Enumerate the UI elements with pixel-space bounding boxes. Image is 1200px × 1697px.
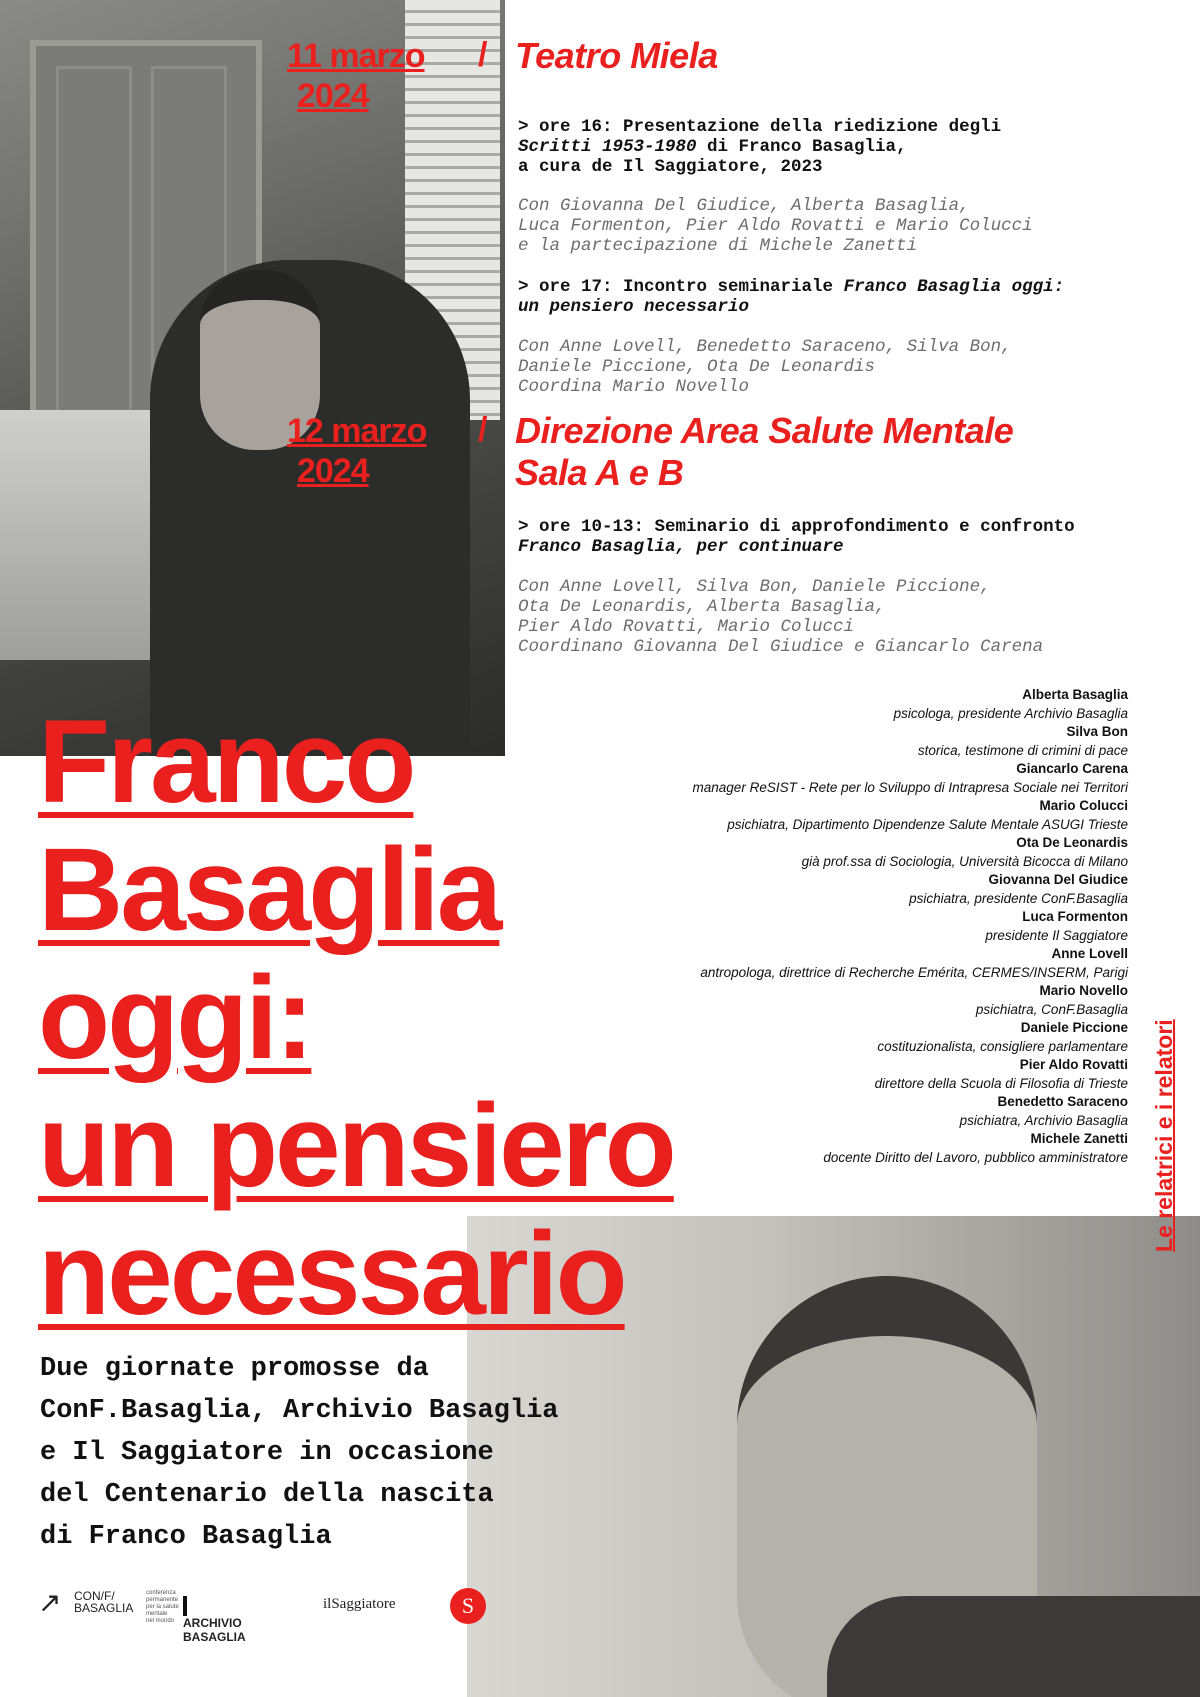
logo-conf-small: conferenza <box>146 1590 176 1596</box>
day1-session1-line1: > ore 16: Presentazione della riedizione degli <box>518 117 1002 137</box>
speaker-name: Michele Zanetti <box>1030 1131 1128 1146</box>
guests-line: e la partecipazione di Michele Zanetti <box>518 236 918 256</box>
logo-conf-small: permanente <box>146 1597 179 1603</box>
speaker-name: Luca Formenton <box>1022 909 1128 924</box>
guests-line: Coordinano Giovanna Del Giudice e Giancarlo Carena <box>518 637 1044 657</box>
guests-line: Pier Aldo Rovatti, Mario Colucci <box>518 617 855 637</box>
day2-venue <box>515 410 1013 494</box>
day2-date <box>287 411 426 491</box>
subtitle-line: ConF.Basaglia, Archivio Basaglia <box>40 1396 559 1426</box>
speaker-role: psichiatra, Dipartimento Dipendenze Salute Mentale ASUGI Trieste <box>727 816 1128 832</box>
subtitle-line: e Il Saggiatore in occasione <box>40 1438 494 1468</box>
speaker-role: storica, testimone di crimini di pace <box>917 742 1128 758</box>
speaker-name: Anne Lovell <box>1051 946 1128 961</box>
day1-session1-book: Scritti 1953-1980 <box>518 137 697 157</box>
speaker-name: Alberta Basaglia <box>1022 687 1128 702</box>
title-line: necessario <box>38 1208 625 1340</box>
subtitle-line: Due giornate promosse da <box>40 1354 429 1384</box>
speaker-name: Benedetto Saraceno <box>997 1094 1128 1109</box>
day1-date <box>287 36 425 116</box>
speaker-role: psicologa, presidente Archivio Basaglia <box>893 705 1128 721</box>
title-line: un pensiero <box>38 1080 674 1212</box>
speaker-name: Silva Bon <box>1066 724 1128 739</box>
day1-session2-title2: un pensiero necessario <box>518 297 750 317</box>
logo-conf-text: BASAGLIA <box>74 1601 134 1615</box>
title-line: Franco <box>38 696 414 828</box>
logo-conf-text: CON/F/ <box>74 1589 115 1603</box>
guests-line: Con Giovanna Del Giudice, Alberta Basaglia, <box>518 196 970 216</box>
speakers-list <box>693 686 1128 1167</box>
day2-session1-line1: > ore 10-13: Seminario di approfondimento e confronto <box>518 517 1075 537</box>
speaker-name: Mario Novello <box>1039 983 1128 998</box>
poster-title <box>38 698 674 1338</box>
day2-session1 <box>518 517 1075 557</box>
logo-conf-small: nel mondo <box>146 1618 175 1624</box>
day1-session2 <box>518 277 1064 317</box>
logo-conf-small: mentale <box>146 1611 168 1617</box>
guests-line: Con Anne Lovell, Silva Bon, Daniele Piccione, <box>518 577 991 597</box>
speakers-heading: Le relatrici e i relatori <box>1151 1019 1177 1252</box>
logo-archivio-basaglia <box>183 1596 246 1644</box>
day1-date-line1: 11 marzo <box>287 37 425 75</box>
speaker-name: Giovanna Del Giudice <box>988 872 1128 887</box>
logo-archivio-bar <box>183 1596 187 1616</box>
logo-saggiatore-mark: S <box>450 1588 486 1624</box>
arrow-icon: ↗ <box>38 1587 62 1618</box>
guests-line: Daniele Piccione, Ota De Leonardis <box>518 357 876 377</box>
day1-slash: / <box>478 36 488 74</box>
title-line: Basaglia <box>38 824 500 956</box>
day1-session1-line2: di Franco Basaglia, <box>696 137 907 157</box>
day2-date-line2: 2024 <box>297 452 369 490</box>
day1-date-line2: 2024 <box>297 77 369 115</box>
day2-venue-line2: Sala A e B <box>515 452 684 493</box>
speaker-name: Daniele Piccione <box>1020 1020 1128 1035</box>
guests-line: Ota De Leonardis, Alberta Basaglia, <box>518 597 886 617</box>
subtitle-line: di Franco Basaglia <box>40 1522 332 1552</box>
day1-session2-guests <box>518 337 1012 397</box>
speaker-name: Giancarlo Carena <box>1016 761 1128 776</box>
photo-portrait-coat <box>827 1596 1200 1697</box>
guests-line: Con Anne Lovell, Benedetto Saraceno, Silva Bon, <box>518 337 1012 357</box>
guests-line: Coordina Mario Novello <box>518 377 750 397</box>
speaker-role: antropologa, direttrice di Recherche Emérita, CERMES/INSERM, Parigi <box>700 964 1128 980</box>
logo-il-saggiatore: ilSaggiatore <box>323 1596 396 1612</box>
day2-session1-title: Franco Basaglia, per continuare <box>518 537 844 557</box>
speaker-role: psichiatra, ConF.Basaglia <box>975 1001 1128 1017</box>
speaker-name: Mario Colucci <box>1039 798 1128 813</box>
day1-session1-guests <box>518 196 1033 256</box>
day1-session1-line3: a cura de Il Saggiatore, 2023 <box>518 157 823 177</box>
guests-line: Luca Formenton, Pier Aldo Rovatti e Mario Colucci <box>518 216 1033 236</box>
day1-venue: Teatro Miela <box>515 35 718 76</box>
speaker-role: psichiatra, presidente ConF.Basaglia <box>909 890 1128 906</box>
photo-basaglia-telephone <box>0 0 505 756</box>
title-line: oggi: <box>38 952 312 1084</box>
day2-venue-line1: Direzione Area Salute Mentale <box>515 410 1014 451</box>
day1-session2-line1: > ore 17: Incontro seminariale <box>518 277 844 297</box>
logo-archivio-text: ARCHIVIO BASAGLIA <box>183 1616 246 1644</box>
speaker-role: direttore della Scuola di Filosofia di Trieste <box>874 1075 1128 1091</box>
day1-session1 <box>518 117 1001 177</box>
subtitle-line: del Centenario della nascita <box>40 1480 494 1510</box>
speaker-role: già prof.ssa di Sociologia, Università Bicocca di Milano <box>801 853 1128 869</box>
speaker-name: Ota De Leonardis <box>1016 835 1128 850</box>
speaker-role: manager ReSIST - Rete per lo Sviluppo di Intrapresa Sociale nei Territori <box>692 779 1128 795</box>
speaker-role: docente Diritto del Lavoro, pubblico amministratore <box>823 1149 1128 1165</box>
day2-date-line1: 12 marzo <box>287 412 427 450</box>
poster-subtitle <box>40 1348 558 1558</box>
day2-session1-guests <box>518 577 1043 657</box>
speaker-name: Pier Aldo Rovatti <box>1019 1057 1128 1072</box>
day1-session2-title1: Franco Basaglia oggi: <box>843 277 1065 297</box>
speaker-role: presidente Il Saggiatore <box>985 927 1128 943</box>
day2-slash: / <box>478 411 488 449</box>
logo-conf-small: per la salute <box>146 1604 179 1610</box>
speaker-role: costituzionalista, consigliere parlamentare <box>877 1038 1128 1054</box>
speaker-role: psichiatra, Archivio Basaglia <box>959 1112 1128 1128</box>
